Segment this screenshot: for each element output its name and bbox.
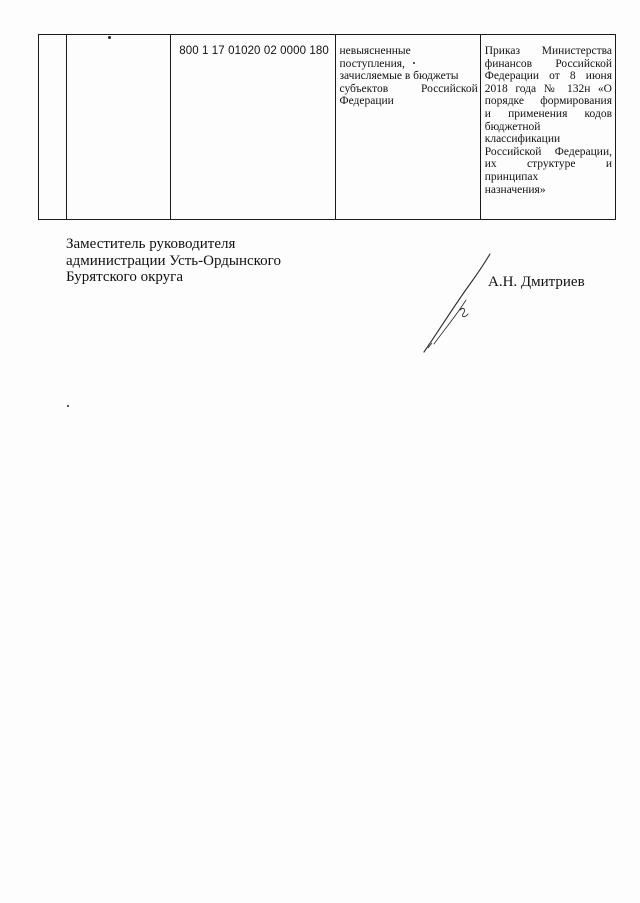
legal-basis-text bbox=[481, 35, 615, 196]
row-number-cell bbox=[39, 35, 67, 220]
basis-line: назначения» bbox=[484, 183, 546, 196]
basis-line: финансов Российской bbox=[484, 57, 612, 70]
description-line: Федерации bbox=[339, 95, 394, 108]
description-line: невыясненные bbox=[339, 45, 411, 57]
basis-line: Приказ Министерства bbox=[484, 45, 612, 57]
budget-code-table bbox=[38, 34, 616, 220]
basis-line: порядке формирования bbox=[484, 95, 612, 108]
basis-line: принципах bbox=[484, 170, 539, 183]
basis-line: и применения кодов bbox=[484, 107, 612, 120]
income-description bbox=[336, 35, 480, 108]
handwritten-signature bbox=[420, 248, 500, 358]
empty-cell bbox=[67, 35, 171, 220]
basis-line: их структуре и bbox=[484, 158, 612, 171]
budget-code-cell bbox=[171, 35, 335, 220]
basis-line: Федерации от 8 июня bbox=[484, 70, 612, 83]
description-line: поступления, bbox=[339, 57, 405, 70]
table-row bbox=[39, 35, 616, 220]
basis-line: 2018 года № 132н «О bbox=[484, 82, 612, 95]
description-line: зачисляемые в бюджеты bbox=[339, 70, 459, 83]
budget-code: 800 1 17 01020 02 0000 180 bbox=[179, 45, 329, 57]
signatory-name: А.Н. Дмитриев bbox=[488, 274, 585, 290]
basis-line: классификации bbox=[484, 133, 561, 146]
description-line: субъектов Российской bbox=[339, 82, 478, 95]
signatory-title-line: администрации Усть-Ордынского bbox=[66, 252, 281, 269]
description-cell bbox=[335, 35, 480, 220]
basis-line: бюджетной bbox=[484, 120, 541, 133]
legal-basis-cell bbox=[480, 35, 615, 220]
signatory-title-line: Бурятского округа bbox=[66, 269, 183, 285]
basis-line: Российской Федерации, bbox=[484, 145, 612, 158]
signatory-title bbox=[66, 236, 281, 286]
signatory-title-line: Заместитель руководителя bbox=[66, 236, 236, 252]
scan-speck bbox=[67, 405, 69, 407]
